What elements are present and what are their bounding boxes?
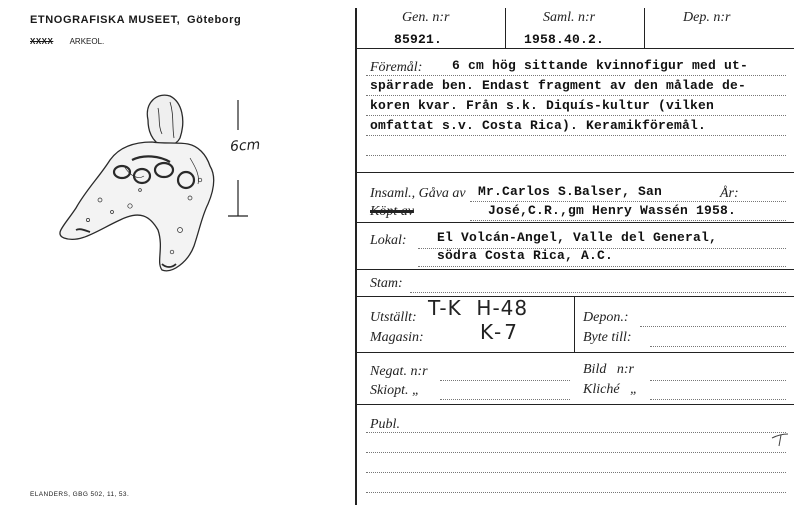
header-divider-2: [644, 8, 645, 48]
depon-rule: [640, 326, 786, 327]
lokal-line-2: södra Costa Rica, A.C.: [437, 248, 614, 263]
foremal-line-3: koren kvar. Från s.k. Diquís-kultur (vilken: [370, 98, 715, 113]
negat-label: Negat. n:r: [370, 364, 428, 379]
lokal-rule-2: [418, 266, 786, 267]
lokal-label: Lokal:: [370, 233, 407, 248]
storage-divider: [574, 296, 575, 352]
byte-till-label: Byte till:: [583, 330, 632, 345]
insaml-label: Insaml., Gåva av: [370, 186, 466, 201]
magasin-value: K-7: [480, 320, 520, 344]
lokal-bottom-rule: [357, 269, 794, 270]
kopt-av-struck: Köpt av: [370, 204, 414, 219]
utstallt-value: T-K H-48: [428, 296, 529, 320]
museum-name: ETNOGRAFISKA MUSEET,: [30, 14, 181, 26]
byte-rule: [650, 346, 786, 347]
utstallt-label: Utställt:: [370, 310, 417, 325]
pencil-mark: [770, 432, 790, 450]
publ-rule-1: [366, 432, 786, 433]
kliche-rule: [650, 399, 786, 400]
department-label: ARKEOL.: [69, 37, 105, 46]
museum-city: Göteborg: [186, 14, 242, 26]
foremal-rule-3: [366, 115, 786, 116]
negat-rule: [440, 380, 570, 381]
saml-nr-value: 1958.40.2.: [524, 32, 605, 47]
publ-rule-4: [366, 492, 786, 493]
insaml-rule-2: [470, 220, 786, 221]
publ-rule-2: [366, 452, 786, 453]
media-bottom-rule: [357, 404, 794, 405]
figurine-sketch: [40, 80, 320, 300]
foremal-rule-1: [366, 75, 786, 76]
printer-footer: ELANDERS, GBG 502, 11, 53.: [30, 491, 130, 498]
foremal-line-1: 6 cm hög sittande kvinnofigur med ut-: [452, 58, 749, 73]
kliche-label: Kliché „: [583, 382, 638, 397]
gen-nr-value: 85921.: [394, 32, 443, 47]
foremal-label: Föremål:: [370, 60, 423, 75]
foremal-rule-5: [366, 155, 786, 156]
ar-label: År:: [720, 186, 739, 201]
department-struck: XXXX: [30, 37, 54, 46]
scale-label: 6cm: [229, 136, 261, 156]
insaml-line-2: José,C.R.,gm Henry Wassén 1958.: [488, 203, 737, 218]
magasin-label: Magasin:: [370, 330, 424, 345]
museum-header: [30, 14, 241, 26]
skiopt-label: Skiopt. „: [370, 383, 420, 398]
storage-bottom-rule: [357, 352, 794, 353]
foremal-line-4: omfattat s.v. Costa Rica). Keramikföremål.: [370, 118, 707, 133]
lokal-line-1: El Volcán-Angel, Valle del General,: [437, 230, 718, 245]
header-bottom-rule: [357, 48, 794, 49]
publ-label: Publ.: [370, 417, 400, 432]
saml-nr-label: Saml. n:r: [543, 10, 596, 25]
bild-label: Bild n:r: [583, 362, 634, 377]
gen-nr-label: Gen. n:r: [402, 10, 450, 25]
bild-rule: [650, 380, 786, 381]
stam-bottom-rule: [357, 296, 794, 297]
publ-rule-3: [366, 472, 786, 473]
skiopt-rule: [440, 399, 570, 400]
foremal-bottom-rule: [357, 172, 794, 173]
foremal-line-2: spärrade ben. Endast fragment av den målade de-: [370, 78, 747, 93]
department-line: [30, 37, 104, 46]
stam-label: Stam:: [370, 276, 403, 291]
foremal-rule-4: [366, 135, 786, 136]
insaml-bottom-rule: [357, 222, 794, 223]
lokal-rule-1: [418, 248, 786, 249]
foremal-rule-2: [366, 95, 786, 96]
insaml-rule-1: [470, 201, 786, 202]
card-left-border: [355, 8, 357, 505]
dep-nr-label: Dep. n:r: [683, 10, 731, 25]
stam-rule: [410, 292, 786, 293]
depon-label: Depon.:: [583, 310, 629, 325]
insaml-line-1: Mr.Carlos S.Balser, San: [478, 184, 663, 199]
header-divider-1: [505, 8, 506, 48]
